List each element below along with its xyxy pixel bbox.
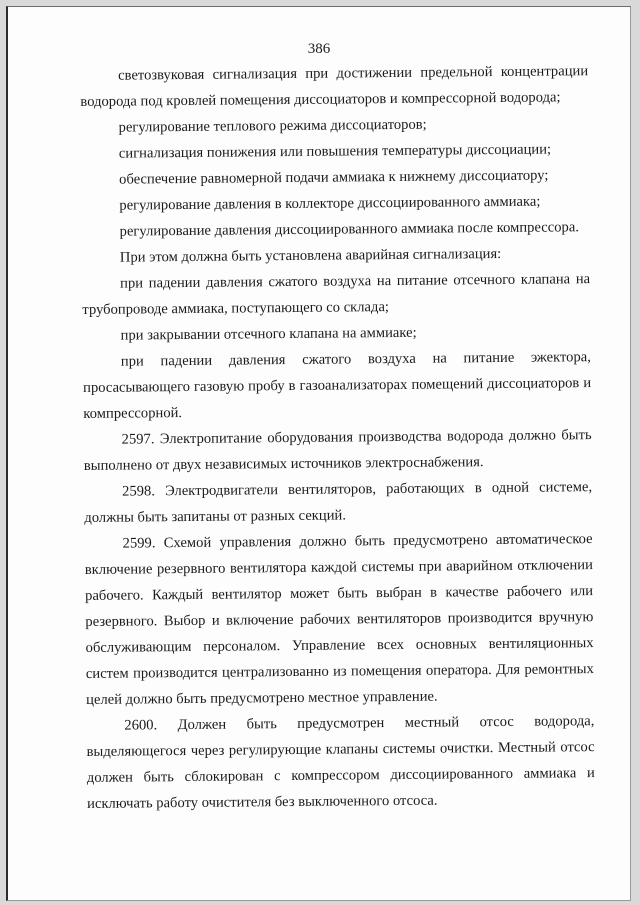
paragraph-light-sound-alarm: светозвуковая сигнализация при достижении предельной концентрации водорода под кровлей помещения диссоциаторов и компрессорной водорода; xyxy=(80,63,589,110)
paragraph-thermal-regulation: регулирование теплового режима диссоциаторов; xyxy=(118,116,427,136)
document-body xyxy=(80,58,595,817)
page-number: 386 xyxy=(307,41,331,57)
paragraph-air-pressure-valve: при падении давления сжатого воздуха на питание отсечного клапана на трубопроводе аммиака, поступающего со склада; xyxy=(82,271,591,318)
paragraph-temperature-signal: сигнализация понижения или повышения температуры диссоциации; xyxy=(118,141,552,162)
paragraph-emergency-alarm-intro: При этом должна быть установлена аварийная сигнализация: xyxy=(119,245,502,266)
document-page xyxy=(6,6,631,901)
paragraph-2600: 2600. Должен быть предусмотрен местный отсос водорода, выделяющегося через регулирующие клапаны системы очистки. Местный отсос должен быть сблокирован с компрессором диссоциированного аммиака и исключать работу очистителя без выключенного отсоса. xyxy=(86,713,595,812)
paragraph-ammonia-feed: обеспечение равномерной подачи аммиака к нижнему диссоциатору; xyxy=(119,167,549,188)
paragraph-2597: 2597. Электропитание оборудования производства водорода должно быть выполнено от двух независимых источников электроснабжения. xyxy=(83,427,592,474)
paragraph-valve-closing: при закрывании отсечного клапана на аммиаке; xyxy=(120,324,417,344)
paragraph-air-pressure-ejector: при падении давления сжатого воздуха на питание эжектора, просасывающего газовую пробу в газоанализаторах помещений диссоциаторов и компрессорной. xyxy=(83,349,592,422)
paragraph-2598: 2598. Электродвигатели вентиляторов, работающих в одной системе, должны быть запитаны от разных секций. xyxy=(84,479,593,526)
paragraph-2599: 2599. Схемой управления должно быть предусмотрено автоматическое включение резервного вентилятора каждой системы при аварийном отключении рабочего. Каждый вентилятор может быть выбран в качестве рабочего или резервного. Выбор и включение рабочих вентиляторов производится вручную обслуживающим персоналом. Управление всех основных вентиляционных систем производится централизованно из помещения оператора. Для ремонтных целей должно быть предусмотрено местное управление. xyxy=(84,531,594,708)
paragraph-collector-pressure: регулирование давления в коллекторе диссоциированного аммиака; xyxy=(119,193,541,214)
paragraph-compressor-pressure: регулирование давления диссоциированного аммиака после компрессора. xyxy=(119,219,580,240)
